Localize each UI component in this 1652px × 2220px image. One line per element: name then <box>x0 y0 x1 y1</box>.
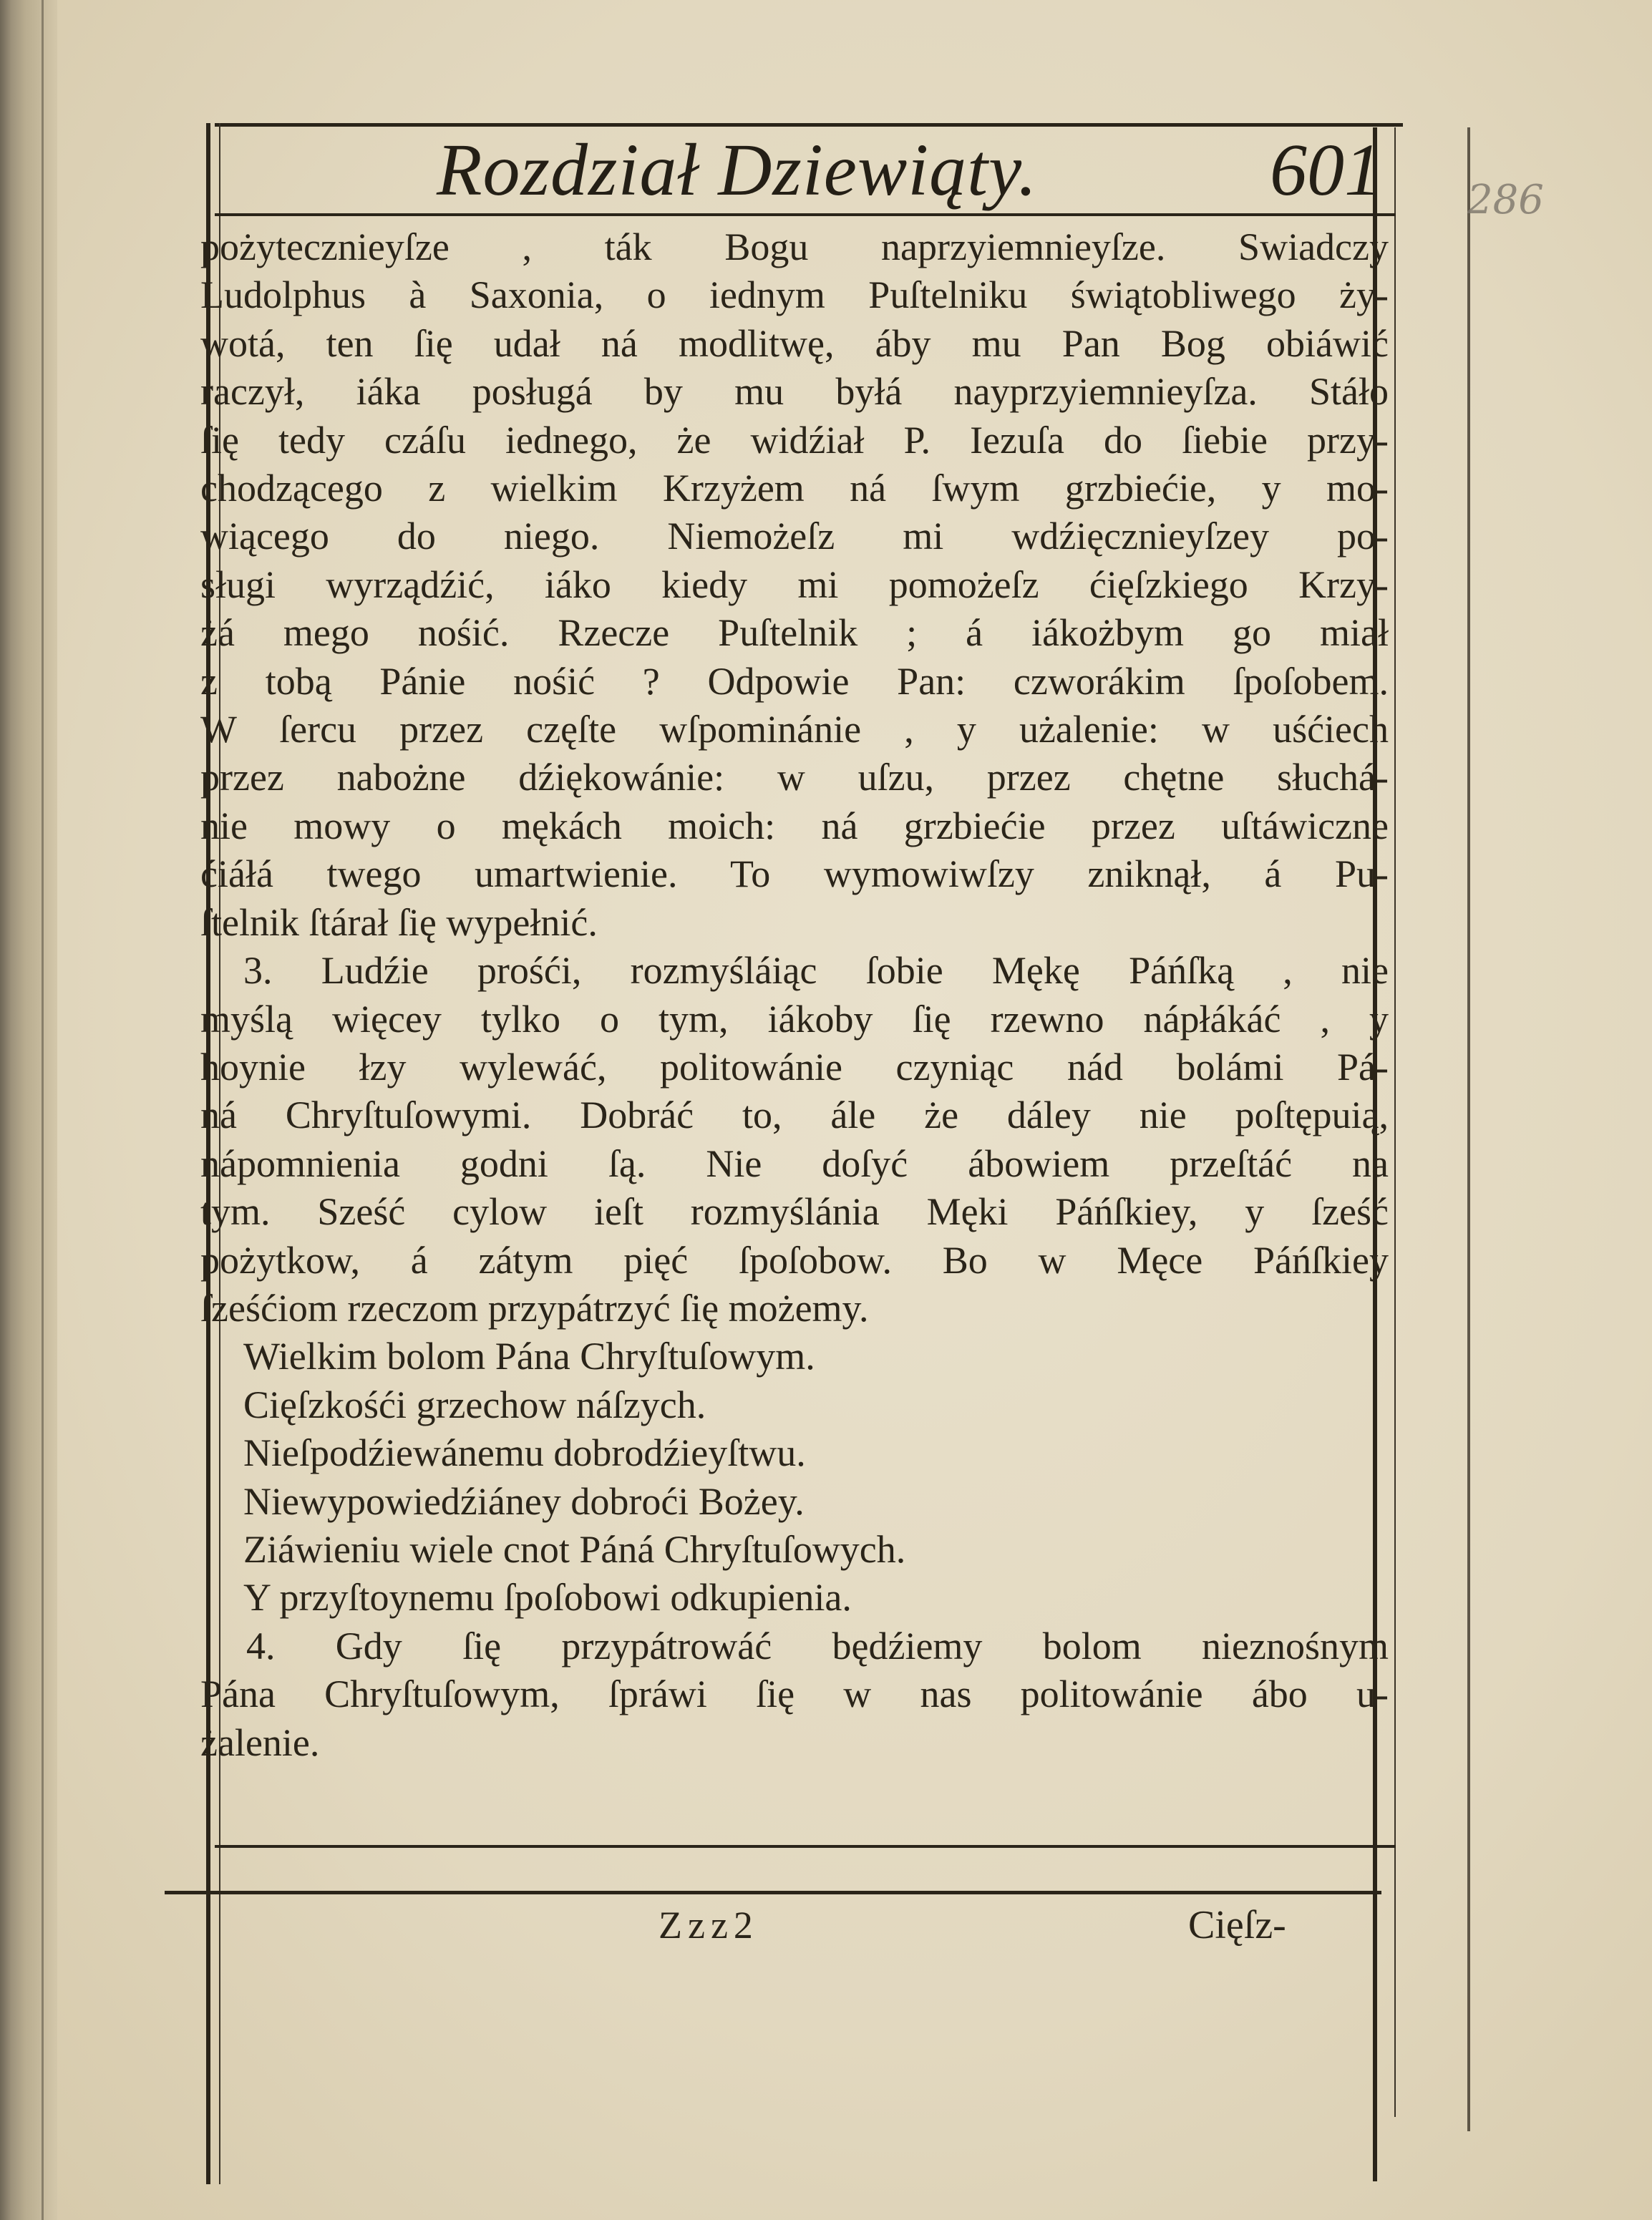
text-line: przez nabożne dźiękowánie: w uſzu, przez chętne słuchá- <box>200 756 1389 799</box>
frame-right-inner-rule <box>1394 127 1396 2117</box>
text-line: hoynie łzy wylewáć, politowánie czyniąc nád bolámi Pá- <box>200 1045 1389 1089</box>
signature-mark: Zzz2 <box>659 1904 759 1947</box>
footer-rule <box>215 1845 1396 1848</box>
text-line: Ludolphus à Saxonia, o iednym Puſtelniku świątobliwego ży- <box>200 273 1389 317</box>
text-line: Wielkim bolom Pána Chryſtuſowym. <box>243 1335 815 1378</box>
page-header <box>222 127 1396 213</box>
text-line: z tobą Pánie nośić ? Odpowie Pan: czworákim ſpoſobem. <box>200 659 1389 703</box>
text-line: ſtelnik ſtárał ſię wypełnić. <box>200 900 598 944</box>
text-line: ſię tedy czáſu iednego, że widźiał P. Iezuſa do ſiebie przy- <box>200 418 1389 462</box>
text-line: Niewypowiedźiáney dobroći Bożey. <box>243 1479 805 1523</box>
text-line: W ſercu przez częſte wſpominánie , y użalenie: w uśćiech <box>200 708 1389 751</box>
frame-top-rule <box>215 123 1403 127</box>
text-line: sługi wyrządźić, iáko kiedy mi pomożeſz ćięſzkiego Krzy- <box>200 563 1389 606</box>
text-line: nápomnienia godni ſą. Nie doſyć ábowiem przeſtáć na <box>200 1141 1389 1185</box>
bottom-rule <box>165 1891 1381 1894</box>
text-line: wotá, ten ſię udał ná modlitwę, áby mu Pan Bog obiáwić <box>200 321 1389 365</box>
margin-vertical-mark <box>1467 127 1470 2131</box>
text-line: Ziáwieniu wiele cnot Páná Chryſtuſowych. <box>243 1527 906 1571</box>
text-line: 4. Gdy ſię przypátrowáć będźiemy bolom nieznośnym <box>246 1624 1389 1668</box>
text-line: Pána Chryſtuſowym, ſpráwi ſię w nas politowánie ábo u- <box>200 1673 1389 1716</box>
text-line: żalenie. <box>200 1720 320 1764</box>
body-text <box>200 223 1389 1841</box>
handwritten-folio-note: 286 <box>1467 177 1544 223</box>
running-head: Rozdział Dziewiąty. <box>437 129 1038 211</box>
text-line: ná Chryſtuſowymi. Dobráć to, ále że dáley nie poſtępuią, <box>200 1094 1389 1137</box>
text-line: ſześćiom rzeczom przypátrzyć ſię możemy. <box>200 1286 869 1330</box>
text-line: wiącego do niego. Niemożeſz mi wdźięcznieyſzey po- <box>200 515 1389 558</box>
text-line: tym. Sześć cylow ieſt rozmyślánia Męki Páńſkiey, y ſześć <box>200 1190 1389 1234</box>
book-gutter <box>0 0 57 2220</box>
text-line: nie mowy o mękách moich: ná grzbiećie przez uſtáwiczne <box>200 804 1389 847</box>
page-number: 601 <box>1270 129 1381 211</box>
text-line: Cięſzkośći grzechow náſzych. <box>243 1383 706 1426</box>
text-line: żá mego nośić. Rzecze Puſtelnik ; á iákożbym go miał <box>200 611 1389 655</box>
text-line: raczył, iáka posługá by mu byłá nayprzyiemnieyſza. Stáło <box>200 370 1389 414</box>
text-line: pożytkow, á zátym pięć ſpoſobow. Bo w Męce Páńſkiey <box>200 1238 1389 1282</box>
text-line: myślą więcey tylko o tym, iákoby ſię rzewno nápłákáć , y <box>200 997 1389 1041</box>
catchword: Cięſz- <box>1188 1903 1286 1947</box>
header-rule <box>215 213 1396 216</box>
text-line: 3. Ludźie prośći, rozmyśláiąc ſobie Mękę Páńſką , nie <box>243 949 1389 993</box>
text-line: chodzącego z wielkim Krzyżem ná ſwym grzbiećie, y mo- <box>200 467 1389 510</box>
text-line: ćiáłá twego umartwienie. To wymowiwſzy zniknął, á Pu- <box>200 852 1389 896</box>
text-line: pożytecznieyſze , ták Bogu naprzyiemnieyſze. Swiadczy <box>200 225 1389 268</box>
text-line: Nieſpodźiewánemu dobrodźieyſtwu. <box>243 1431 806 1475</box>
text-line: Y przyſtoynemu ſpoſobowi odkupienia. <box>243 1576 852 1620</box>
gutter-edge <box>42 0 44 2220</box>
